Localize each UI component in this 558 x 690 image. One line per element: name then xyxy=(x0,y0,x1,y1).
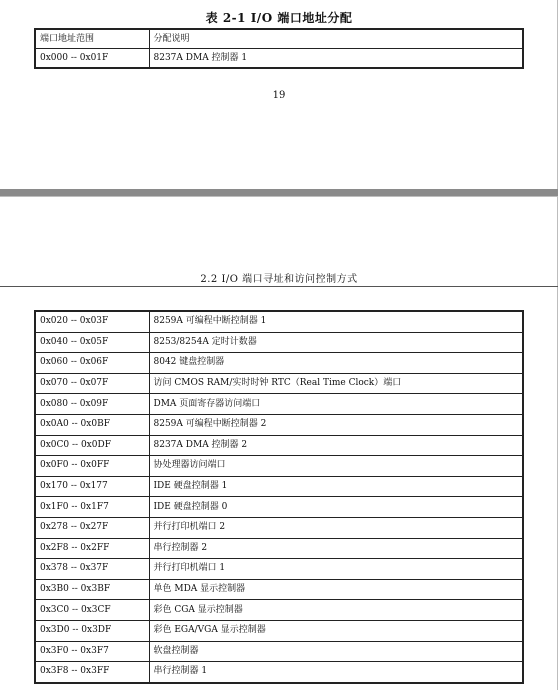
port-range-cell: 0x3F8 -- 0x3FF xyxy=(35,662,149,683)
description-cell: 8259A 可编程中断控制器 2 xyxy=(149,414,523,435)
table-row xyxy=(35,662,523,683)
port-range-cell: 0x3F0 -- 0x3F7 xyxy=(35,641,149,662)
section-heading: 2.2 I/O 端口寻址和访问控制方式 xyxy=(200,274,358,285)
table-row xyxy=(35,538,523,559)
description-cell: 并行打印机端口 1 xyxy=(149,559,523,580)
page-number: 19 xyxy=(272,90,286,101)
description-cell: 8237A DMA 控制器 2 xyxy=(149,435,523,456)
port-range-cell: 0x1F0 -- 0x1F7 xyxy=(35,497,149,518)
description-cell: 彩色 CGA 显示控制器 xyxy=(149,600,523,621)
description-cell: 串行控制器 1 xyxy=(149,662,523,683)
description-cell: IDE 硬盘控制器 0 xyxy=(149,497,523,518)
description-cell: 单色 MDA 显示控制器 xyxy=(149,579,523,600)
port-range-cell: 0x3B0 -- 0x3BF xyxy=(35,579,149,600)
description-cell: 软盘控制器 xyxy=(149,641,523,662)
io-port-table-head xyxy=(34,28,524,69)
port-range-cell: 0x080 -- 0x09F xyxy=(35,394,149,415)
port-range-cell: 0x060 -- 0x06F xyxy=(35,353,149,374)
port-range-cell: 0x0A0 -- 0x0BF xyxy=(35,414,149,435)
description-cell: 并行打印机端口 2 xyxy=(149,517,523,538)
table-row xyxy=(35,620,523,641)
description-cell: 8259A 可编程中断控制器 1 xyxy=(149,311,523,332)
port-range-cell: 0x3C0 -- 0x3CF xyxy=(35,600,149,621)
table-row xyxy=(35,414,523,435)
document-page-top xyxy=(0,0,558,189)
table-row xyxy=(35,517,523,538)
port-range-cell: 0x378 -- 0x37F xyxy=(35,559,149,580)
table-row xyxy=(35,373,523,394)
table-row xyxy=(35,497,523,518)
description-cell: 8042 键盘控制器 xyxy=(149,353,523,374)
table-row xyxy=(35,456,523,477)
port-range-cell: 0x278 -- 0x27F xyxy=(35,517,149,538)
table-row xyxy=(35,476,523,497)
description-cell: IDE 硬盘控制器 1 xyxy=(149,476,523,497)
table-row xyxy=(35,600,523,621)
port-range-cell: 0x040 -- 0x05F xyxy=(35,332,149,353)
header-rule xyxy=(0,286,558,287)
table-row xyxy=(35,559,523,580)
port-range-cell: 0x2F8 -- 0x2FF xyxy=(35,538,149,559)
description-cell: 8237A DMA 控制器 1 xyxy=(149,49,523,69)
table-row xyxy=(35,353,523,374)
description-cell: 彩色 EGA/VGA 显示控制器 xyxy=(149,620,523,641)
io-port-table-continued xyxy=(34,310,524,684)
description-cell: 串行控制器 2 xyxy=(149,538,523,559)
port-range-cell: 0x0C0 -- 0x0DF xyxy=(35,435,149,456)
description-cell: DMA 页面寄存器访问端口 xyxy=(149,394,523,415)
table-row xyxy=(35,579,523,600)
port-range-cell: 0x070 -- 0x07F xyxy=(35,373,149,394)
table-caption: 表 2-1 I/O 端口地址分配 xyxy=(205,11,353,25)
column-header-port-range: 端口地址范围 xyxy=(35,29,149,49)
description-cell: 访问 CMOS RAM/实时时钟 RTC（Real Time Clock）端口 xyxy=(149,373,523,394)
port-range-cell: 0x0F0 -- 0x0FF xyxy=(35,456,149,477)
table-row xyxy=(35,311,523,332)
description-cell: 8253/8254A 定时计数器 xyxy=(149,332,523,353)
document-page-bottom xyxy=(0,196,558,690)
page-edge xyxy=(0,196,558,197)
table-row xyxy=(35,332,523,353)
port-range-cell: 0x000 -- 0x01F xyxy=(35,49,149,69)
table-row xyxy=(35,641,523,662)
table-row xyxy=(35,394,523,415)
table-row xyxy=(35,435,523,456)
page-separator xyxy=(0,189,558,196)
table-row xyxy=(35,49,523,69)
port-range-cell: 0x3D0 -- 0x3DF xyxy=(35,620,149,641)
port-range-cell: 0x170 -- 0x177 xyxy=(35,476,149,497)
port-range-cell: 0x020 -- 0x03F xyxy=(35,311,149,332)
table-header-row xyxy=(35,29,523,49)
description-cell: 协处理器访问端口 xyxy=(149,456,523,477)
column-header-description: 分配说明 xyxy=(149,29,523,49)
